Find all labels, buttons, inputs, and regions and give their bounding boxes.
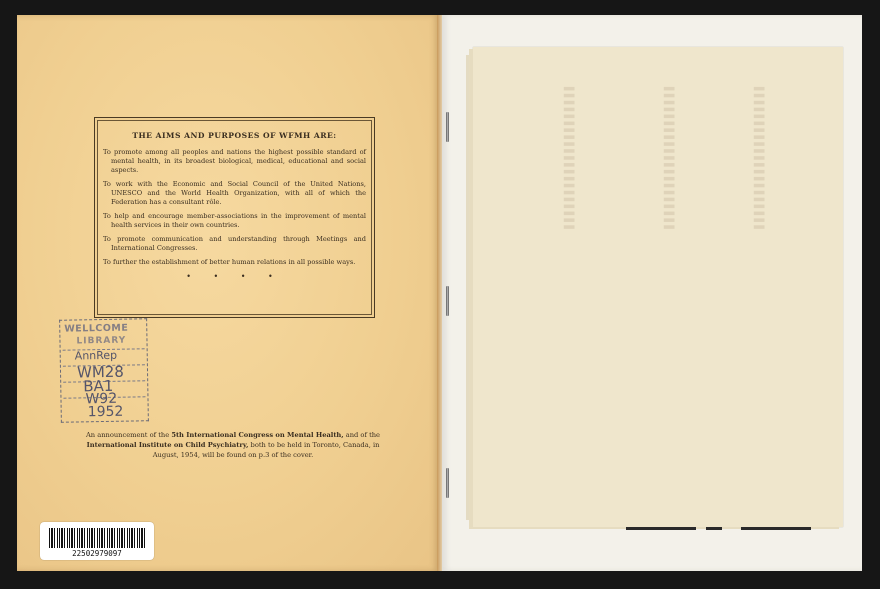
stamp-line2: LIBRARY: [76, 335, 127, 347]
aims-box: [94, 117, 375, 318]
stamp-handwriting: W92: [85, 390, 118, 408]
ornament-dots: • • • •: [186, 272, 283, 281]
congress-announcement: [80, 430, 386, 460]
bleed-through-text: ▌▌▌▌▌▌▌▌▌▌▌▌▌▌▌▌▌▌▌▌▌: [663, 87, 673, 233]
announcement-text: An announcement of the: [85, 431, 172, 439]
bleed-through-text: ▌▌▌▌▌▌▌▌▌▌▌▌▌▌▌▌▌▌▌▌▌: [563, 87, 573, 233]
announcement-congress: 5th International Congress on Mental Health,: [171, 431, 344, 439]
stamp-line1: WELLCOME: [64, 322, 129, 335]
dark-strip: [741, 527, 811, 530]
dark-strip: [626, 527, 696, 530]
library-stamp: [59, 318, 149, 423]
barcode-icon: [49, 528, 145, 548]
staple: [446, 468, 449, 498]
announcement-institute: International Institute on Child Psychiatry,: [86, 441, 249, 449]
aim-item: To further the establishment of better human relations in all possible ways.: [103, 258, 356, 266]
aim-item: To help and encourage member-associations in the improvement of mental health services in their own countries.: [103, 212, 366, 229]
staple: [446, 112, 449, 142]
announcement-text: both to be held in Toronto, Canada, in August, 1954, will be found on p.3 of the cover.: [152, 441, 380, 459]
barcode-number: 22502979097: [72, 549, 122, 558]
bleed-through-text: ▌▌▌▌▌▌▌▌▌▌▌▌▌▌▌▌▌▌▌▌▌: [753, 87, 763, 233]
aim-item: To promote communication and understanding through Meetings and International Congresses.: [103, 235, 366, 252]
aims-title: THE AIMS AND PURPOSES OF WFMH ARE:: [132, 131, 337, 140]
stamp-handwriting: BA1: [83, 376, 114, 396]
dark-strip: [706, 527, 722, 530]
staple: [446, 286, 449, 316]
stamp-handwriting: AnnRep: [74, 348, 118, 363]
stamp-handwriting: WM28: [76, 362, 125, 382]
inserted-sheet: [473, 47, 843, 527]
aim-item: To work with the Economic and Social Council of the United Nations, UNESCO and the World Health Organization, with all of which the Federation has a consultant rôle.: [103, 180, 366, 206]
barcode-label: [40, 522, 154, 560]
stamp-handwriting: 1952: [87, 403, 124, 421]
announcement-text: and of the: [343, 431, 381, 439]
aim-item: To promote among all peoples and nations the highest possible standard of mental health, in its broadest biological, medical, educational and social aspects.: [103, 148, 366, 174]
